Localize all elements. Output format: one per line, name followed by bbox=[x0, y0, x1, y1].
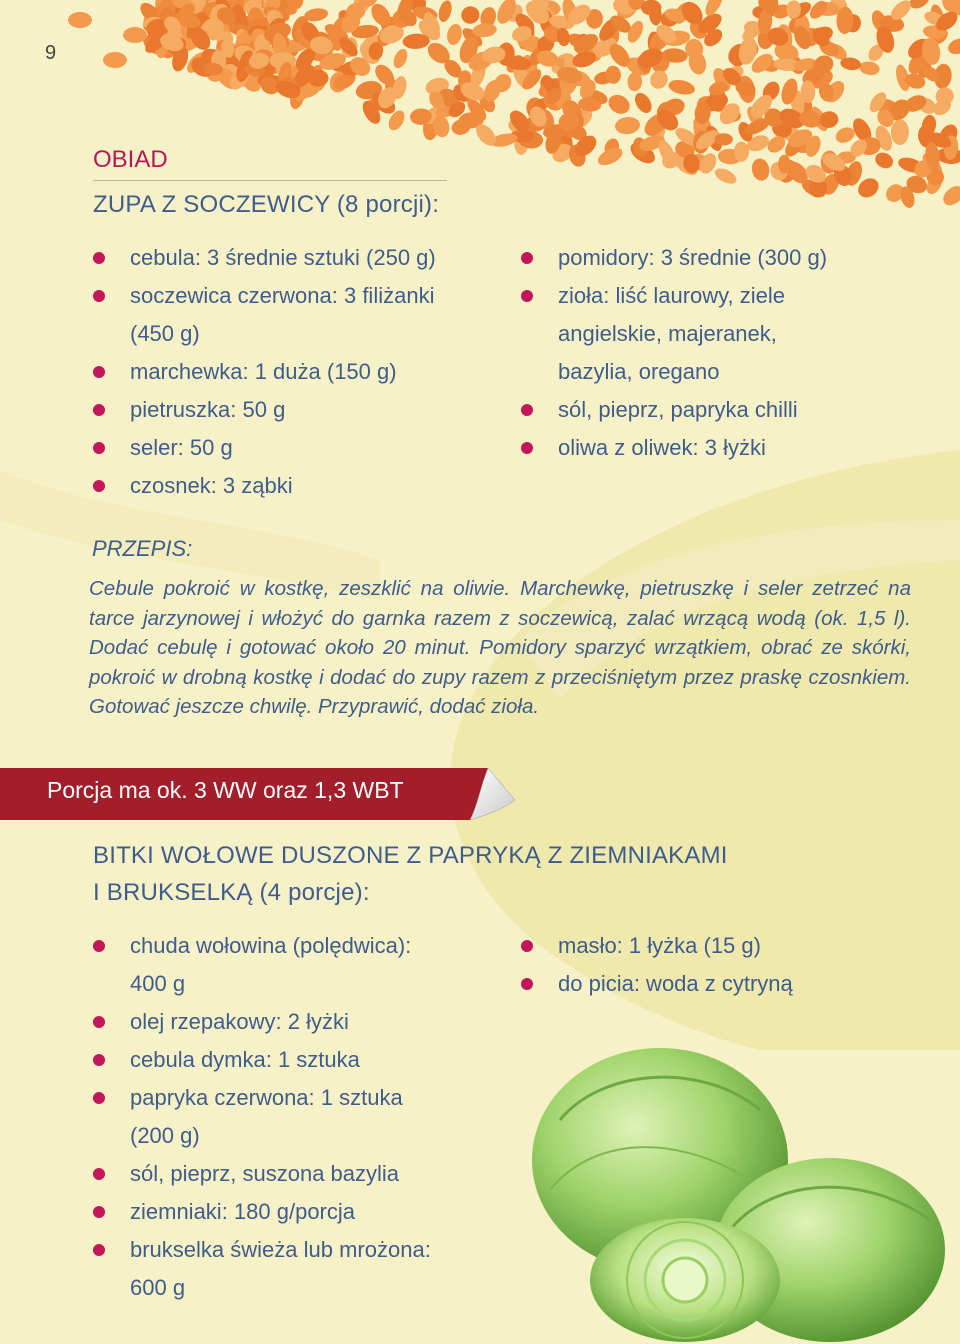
lentil bbox=[641, 0, 661, 15]
lentil bbox=[778, 155, 790, 174]
portion-info bbox=[47, 777, 404, 804]
ingredient-item: chuda wołowina (polędwica): bbox=[93, 927, 431, 965]
ingredient-item-continuation: bazylia, oregano bbox=[558, 359, 720, 384]
portion-ww: 3 WW bbox=[194, 777, 257, 803]
brussels-sprouts-photo bbox=[520, 1040, 960, 1344]
lentil bbox=[68, 12, 92, 28]
ingredient-list-right bbox=[521, 927, 793, 1003]
ingredient-item: ziemniaki: 180 g/porcja bbox=[93, 1193, 431, 1231]
portion-mid: oraz bbox=[263, 777, 308, 803]
lentil bbox=[103, 52, 127, 68]
ingredient-item: olej rzepakowy: 2 łyżki bbox=[93, 1003, 431, 1041]
lentil bbox=[667, 78, 696, 97]
lentil bbox=[713, 165, 739, 186]
ingredient-list-left bbox=[93, 239, 436, 505]
ingredient-item: marchewka: 1 duża (150 g) bbox=[93, 353, 436, 391]
ingredient-item-continuation: (200 g) bbox=[130, 1123, 200, 1148]
ingredient-item: cebula dymka: 1 sztuka bbox=[93, 1041, 431, 1079]
ingredient-item: papryka czerwona: 1 sztuka bbox=[93, 1079, 431, 1117]
lentil bbox=[946, 36, 960, 57]
section-divider bbox=[93, 180, 447, 181]
lentil bbox=[445, 22, 464, 46]
lentil bbox=[437, 0, 454, 23]
lentil bbox=[891, 119, 909, 145]
section-title: OBIAD bbox=[93, 146, 168, 173]
recipe-title-line2: I BRUKSELKĄ (4 porcje): bbox=[93, 879, 370, 906]
lentil bbox=[750, 157, 771, 182]
ingredient-item: pietruszka: 50 g bbox=[93, 391, 436, 429]
ingredient-item: do picia: woda z cytryną bbox=[521, 965, 793, 1003]
lentil bbox=[940, 182, 960, 209]
page-number: 9 bbox=[45, 42, 57, 64]
recipe-title: ZUPA Z SOCZEWICY (8 porcji): bbox=[93, 191, 440, 218]
method-text: Cebule pokroić w kostkę, zeszklić na oliwie. Marchewkę, pietruszkę i seler zetrzeć na tarce jarzynowej i włożyć do garnka razem z soczewicą, zalać wrzącą wodą (ok. 1,5 l). Dodać cebulę i gotować około 20 minut. Pomidory sparzyć wrzątkiem, obrać ze skórki, pokroić w drobną kostkę i dodać do zupy razem z przeciśniętym przez praskę czosnkiem. Gotować jeszcze chwilę. Przyprawić, dodać zioła. bbox=[89, 577, 911, 718]
ingredient-item: pomidory: 3 średnie (300 g) bbox=[521, 239, 827, 277]
ingredient-item-continuation: (450 g) bbox=[130, 321, 200, 346]
ingredient-item: cebula: 3 średnie sztuki (250 g) bbox=[93, 239, 436, 277]
ingredient-item-continuation: 600 g bbox=[130, 1275, 186, 1300]
lentil bbox=[647, 67, 671, 92]
ingredient-list-left bbox=[93, 927, 431, 1307]
lentil bbox=[801, 80, 816, 103]
portion-prefix: Porcja ma ok. bbox=[47, 777, 188, 803]
ingredient-item: sól, pieprz, suszona bazylia bbox=[93, 1155, 431, 1193]
ingredient-item: zioła: liść laurowy, ziele bbox=[521, 277, 827, 315]
ingredient-item: seler: 50 g bbox=[93, 429, 436, 467]
ingredient-item: masło: 1 łyżka (15 g) bbox=[521, 927, 793, 965]
lentil bbox=[459, 4, 481, 25]
ingredient-item: soczewica czerwona: 3 filiżanki bbox=[93, 277, 436, 315]
ingredient-item-continuation: angielskie, majeranek, bbox=[558, 321, 777, 346]
ingredient-item: sól, pieprz, papryka chilli bbox=[521, 391, 827, 429]
lentil bbox=[614, 116, 641, 136]
ingredient-item: oliwa z oliwek: 3 łyżki bbox=[521, 429, 827, 467]
lentil bbox=[858, 60, 880, 76]
portion-wbt: 1,3 WBT bbox=[314, 777, 404, 803]
method-label: PRZEPIS: bbox=[92, 536, 193, 561]
ingredient-item: brukselka świeża lub mrożona: bbox=[93, 1231, 431, 1269]
ingredient-item: czosnek: 3 ząbki bbox=[93, 467, 436, 505]
lentil bbox=[605, 91, 633, 117]
lentil bbox=[123, 27, 147, 43]
ingredient-list-right bbox=[521, 239, 827, 467]
lentil bbox=[632, 90, 656, 116]
ingredient-item-continuation: 400 g bbox=[130, 971, 186, 996]
lentil bbox=[391, 47, 410, 71]
recipe-title-line1: BITKI WOŁOWE DUSZONE Z PAPRYKĄ Z ZIEMNIAKAMI bbox=[93, 842, 728, 869]
